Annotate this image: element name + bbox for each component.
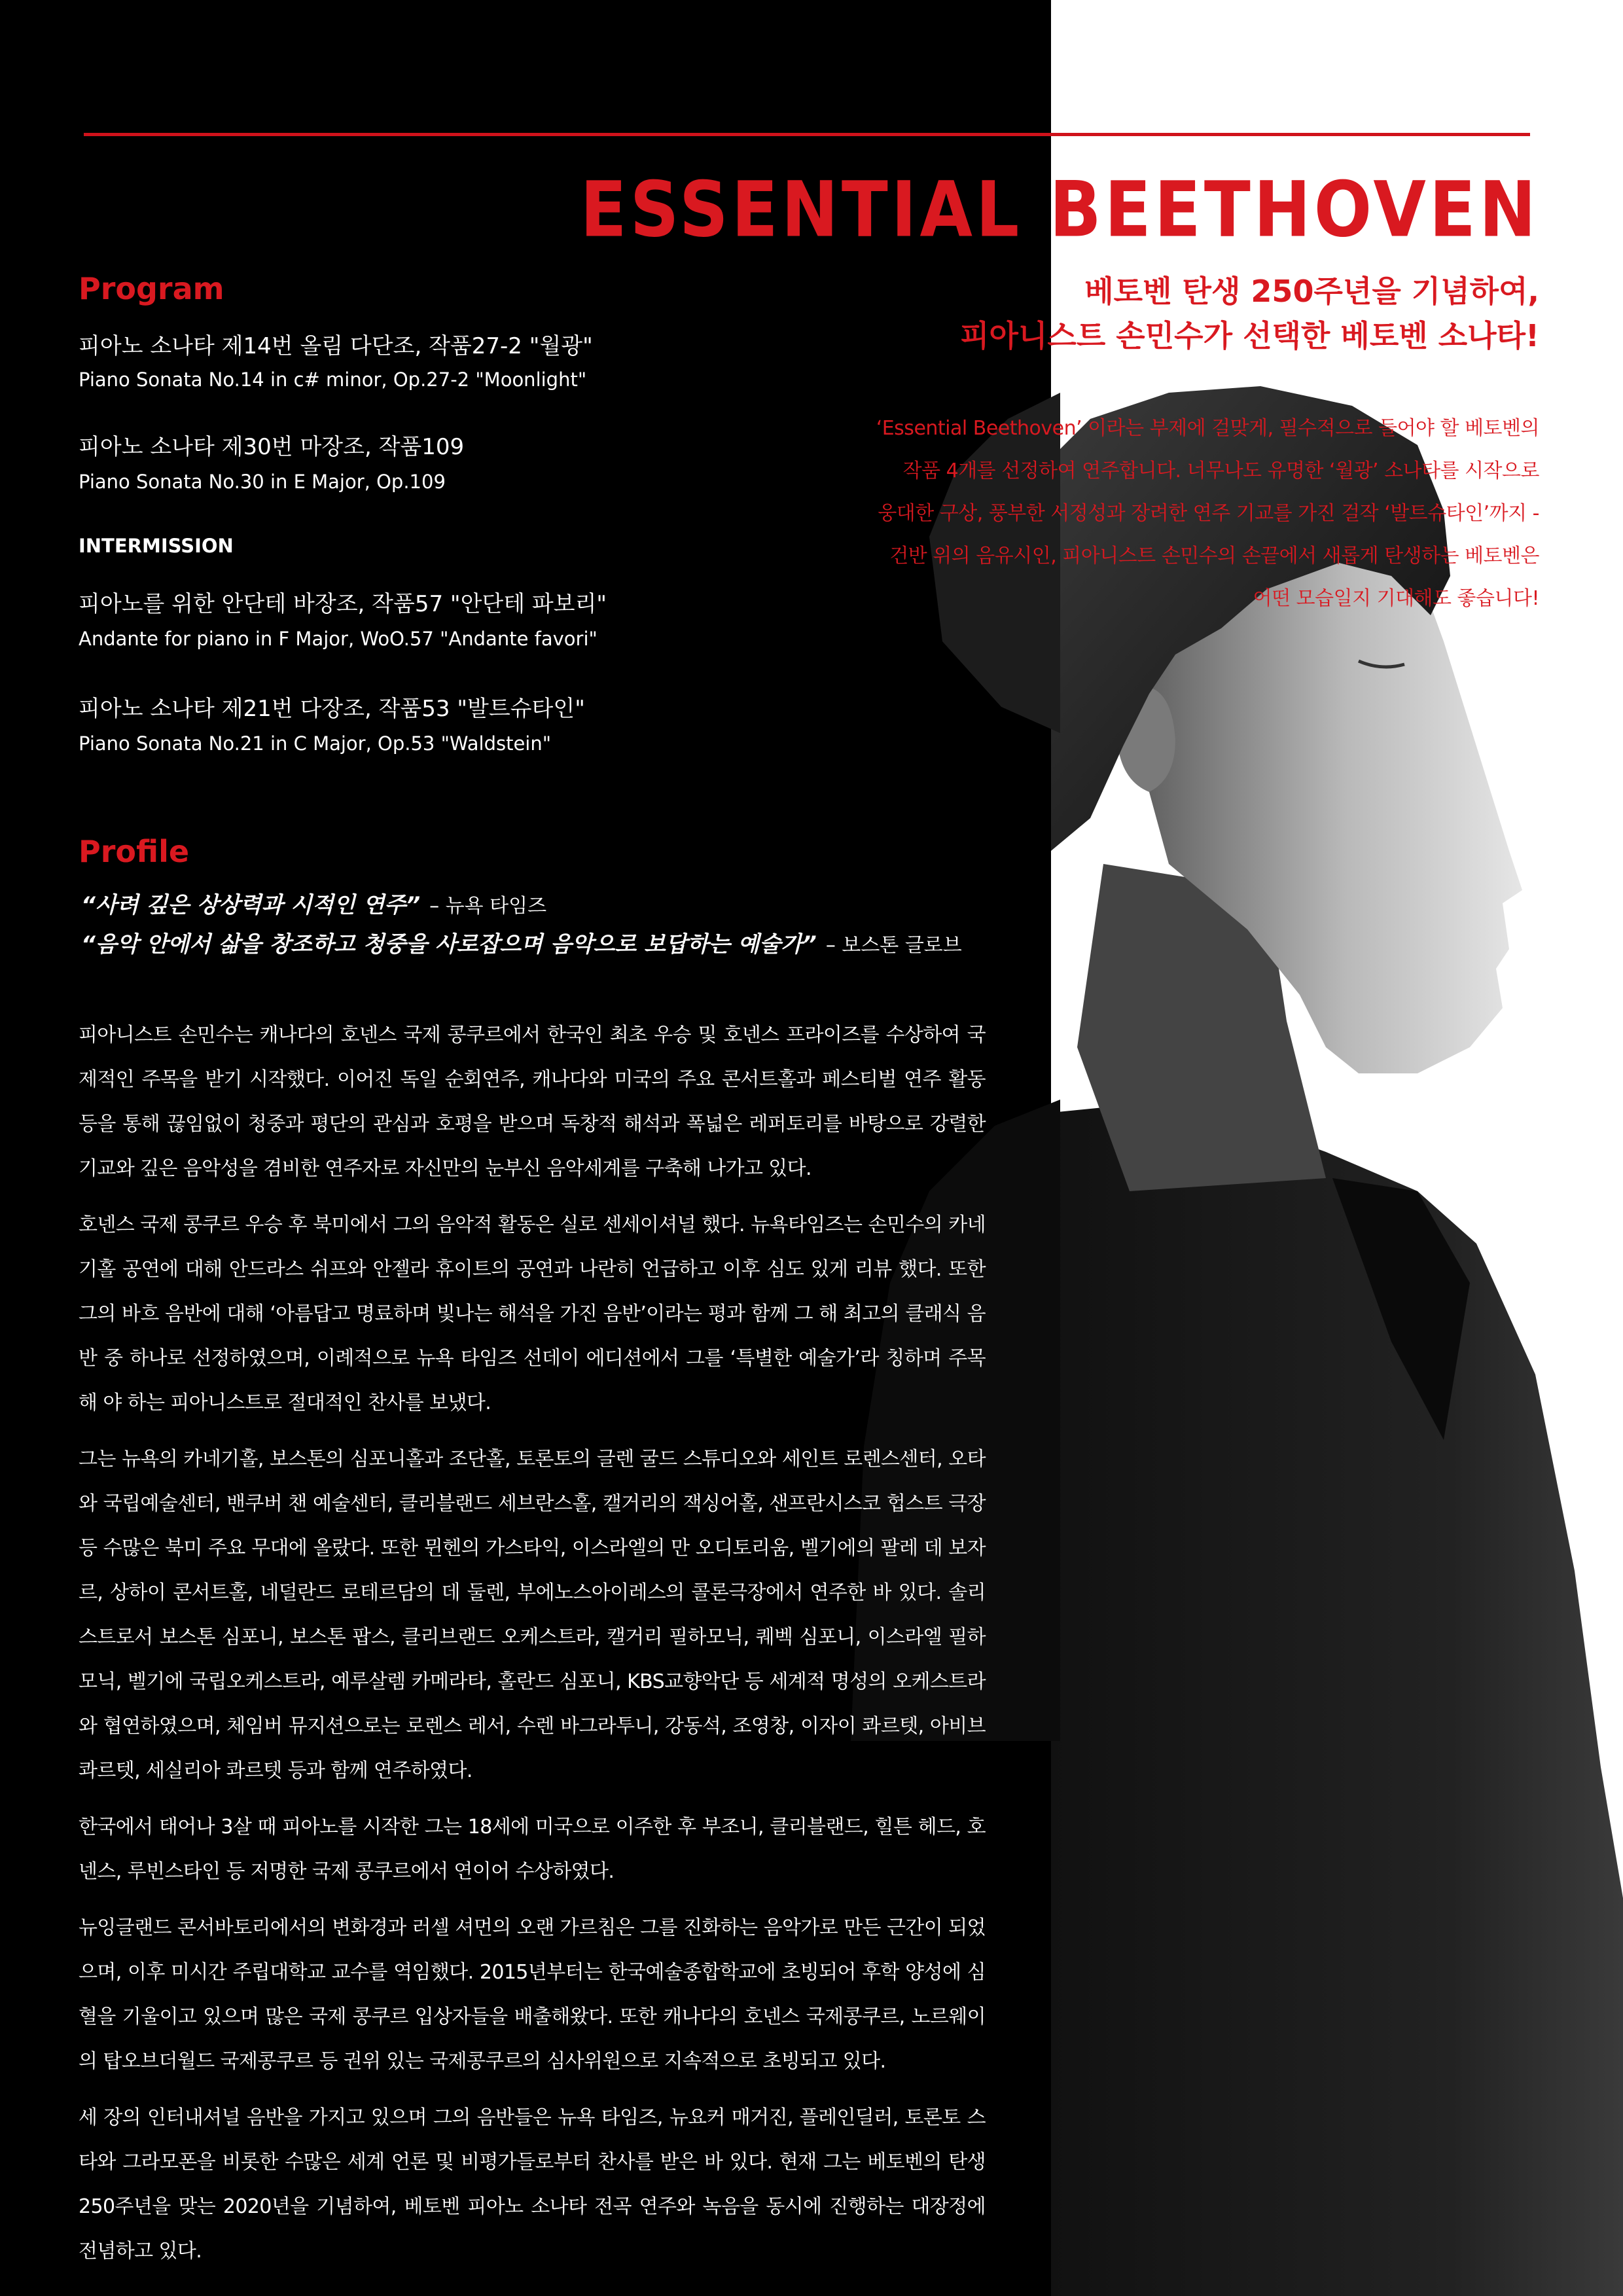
quote-source: – 뉴욕 타임즈 — [429, 895, 547, 918]
top-divider-line — [84, 133, 1530, 136]
bio-paragraph: 그는 뉴욕의 카네기홀, 보스톤의 심포니홀과 조단홀, 토론토의 글렌 굴드 스튜디오와 세인트 로렌스센터, 오타와 국립예술센터, 밴쿠버 챈 예술센터, 클리블랜드 세브란스홀, 캘거리의 잭싱어홀, 샌프란시스코 헙스트 극장 등 수많은 북미 주요 무대에 올랐다. 또한 뮌헨의 가스타익, 이스라엘의 만 오디토리움, 벨기에의 팔레 데 보자르, 상하이 콘서트홀, 네덜란드 로테르담의 데 둘렌, 부에노스아이레스의 콜론극장에서 연주한 바 있다. 솔리스트로서 보스톤 심포니, 보스톤 팝스, 클리브랜드 오케스트라, 캘거리 필하모닉, 퀘벡 심포니, 이스라엘 필하모닉, 벨기에 국립오케스트라, 예루살렘 카메라타, 홀란드 심포니, KBS교향악단 등 세계적 명성의 오케스트라와 협연하였으며, 체임버 뮤지션으로는 로렌스 레서, 수렌 바그라투니, 강동석, 조영창, 이자이 콰르텟, 아비브 콰르텟, 세실리아 콰르텟 등과 함께 연주하였다. — [79, 1448, 986, 1782]
program-work-title-en: Piano Sonata No.30 in E Major, Op.109 — [79, 471, 446, 493]
program-work-title-ko: 피아노 소나타 제14번 올림 다단조, 작품27-2 "월광" — [79, 333, 593, 359]
bio-paragraph: 세 장의 인터내셔널 음반을 가지고 있으며 그의 음반들은 뉴욕 타임즈, 뉴요커 매거진, 플레인딜러, 토론토 스타와 그라모폰을 비롯한 수많은 세계 언론 및 비평가들로부터 찬사를 받은 바 있다. 현재 그는 베토벤의 탄생 250주년을 맞는 2020년을 기념하여, 베토벤 피아노 소나타 전곡 연주와 녹음을 동시에 진행하는 대장정에 전념하고 있다. — [79, 2106, 986, 2263]
bio-paragraph: 피아니스트 손민수는 캐나다의 호넨스 국제 콩쿠르에서 한국인 최초 우승 및 호넨스 프라이즈를 수상하여 국제적인 주목을 받기 시작했다. 이어진 독일 순회연주, 캐나다와 미국의 주요 콘서트홀과 페스티벌 연주 활동 등을 통해 끊임없이 청중과 평단의 관심과 호평을 받으며 독창적 해석과 폭넓은 레퍼토리를 바탕으로 강렬한 기교와 깊은 음악성을 겸비한 연주자로 자신만의 눈부신 음악세계를 구축해 나가고 있다. — [79, 1024, 986, 1180]
intro-line: ‘Essential Beethoven’ 이라는 부제에 걸맞게, 필수적으로 들어야 할 베토벤의 — [876, 417, 1539, 440]
program-heading: Program — [79, 271, 224, 306]
program-work-title-en: Piano Sonata No.14 in c# minor, Op.27-2 "Moonlight" — [79, 368, 587, 391]
biography — [79, 1013, 986, 2286]
bio-paragraph: 뉴잉글랜드 콘서바토리에서의 변화경과 러셀 셔먼의 오랜 가르침은 그를 진화하는 음악가로 만든 근간이 되었으며, 이후 미시간 주립대학교 교수를 역임했다. 2015년부터는 한국예술종합학교에 초빙되어 후학 양성에 심혈을 기울이고 있으며 많은 국제 콩쿠르 입상자들을 배출해왔다. 또한 캐나다의 호넨스 국제콩쿠르, 노르웨이의 탑오브더월드 국제콩쿠르 등 권위 있는 국제콩쿠르의 심사위원으로 지속적으로 초빙되고 있다. — [79, 1916, 986, 2073]
main-title: ESSENTIAL BEETHOVEN — [580, 164, 1539, 255]
program-work-title-en: Andante for piano in F Major, WoO.57 "Andante favori" — [79, 628, 597, 650]
quote-text: “음악 안에서 삶을 창조하고 청중을 사로잡으며 음악으로 보답하는 예술가” — [81, 931, 817, 958]
intro-line: 작품 4개를 선정하여 연주합니다. 너무나도 유명한 ‘월광’ 소나타를 시작으로 — [902, 459, 1539, 482]
intro-line: 어떤 모습일지 기대해도 좋습니다! — [1253, 587, 1539, 610]
profile-heading: Profile — [79, 834, 190, 869]
bio-paragraph: 한국에서 태어나 3살 때 피아노를 시작한 그는 18세에 미국으로 이주한 후 부조니, 클리블랜드, 힐튼 헤드, 호넨스, 루빈스타인 등 저명한 국제 콩쿠르에서 연이어 수상하였다. — [79, 1816, 986, 1883]
program-work-title-ko: 피아노를 위한 안단테 바장조, 작품57 "안단테 파보리" — [79, 591, 607, 617]
subtitle-line-1: 베토벤 탄생 250주년을 기념하여, — [1084, 274, 1539, 309]
press-quote — [81, 894, 546, 916]
program-work-title-ko: 피아노 소나타 제21번 다장조, 작품53 "발트슈타인" — [79, 696, 585, 722]
intro-line: 웅대한 구상, 풍부한 서정성과 장려한 연주 기교를 가진 걸작 ‘발트슈타인’까지 - — [878, 502, 1539, 525]
press-quote — [81, 933, 962, 956]
bio-paragraph: 호넨스 국제 콩쿠르 우승 후 북미에서 그의 음악적 활동은 실로 센세이셔널 했다. 뉴욕타임즈는 손민수의 카네기홀 공연에 대해 안드라스 쉬프와 안젤라 휴이트의 공연과 나란히 언급하고 이후 심도 있게 리뷰 했다. 또한 그의 바흐 음반에 대해 ‘아름답고 명료하며 빛나는 해석을 가진 음반’이라는 평과 함께 그 해 최고의 클래식 음반 중 하나로 선정하였으며, 이례적으로 뉴욕 타임즈 선데이 에디션에서 그를 ‘특별한 예술가’라 칭하며 주목해 야 하는 피아니스트로 절대적인 찬사를 보냈다. — [79, 1213, 986, 1414]
quote-text: “사려 깊은 상상력과 시적인 연주” — [81, 892, 421, 918]
program-work-title-ko: 피아노 소나타 제30번 마장조, 작품109 — [79, 434, 465, 460]
program-work-title-en: Piano Sonata No.21 in C Major, Op.53 "Waldstein" — [79, 732, 552, 755]
quote-source: – 보스톤 글로브 — [825, 934, 962, 957]
intro-line: 건반 위의 음유시인, 피아니스트 손민수의 손끝에서 새롭게 탄생하는 베토벤은 — [889, 545, 1539, 567]
intermission-label: INTERMISSION — [79, 535, 234, 557]
subtitle-line-2: 피아니스트 손민수가 선택한 베토벤 소나타! — [960, 318, 1539, 353]
